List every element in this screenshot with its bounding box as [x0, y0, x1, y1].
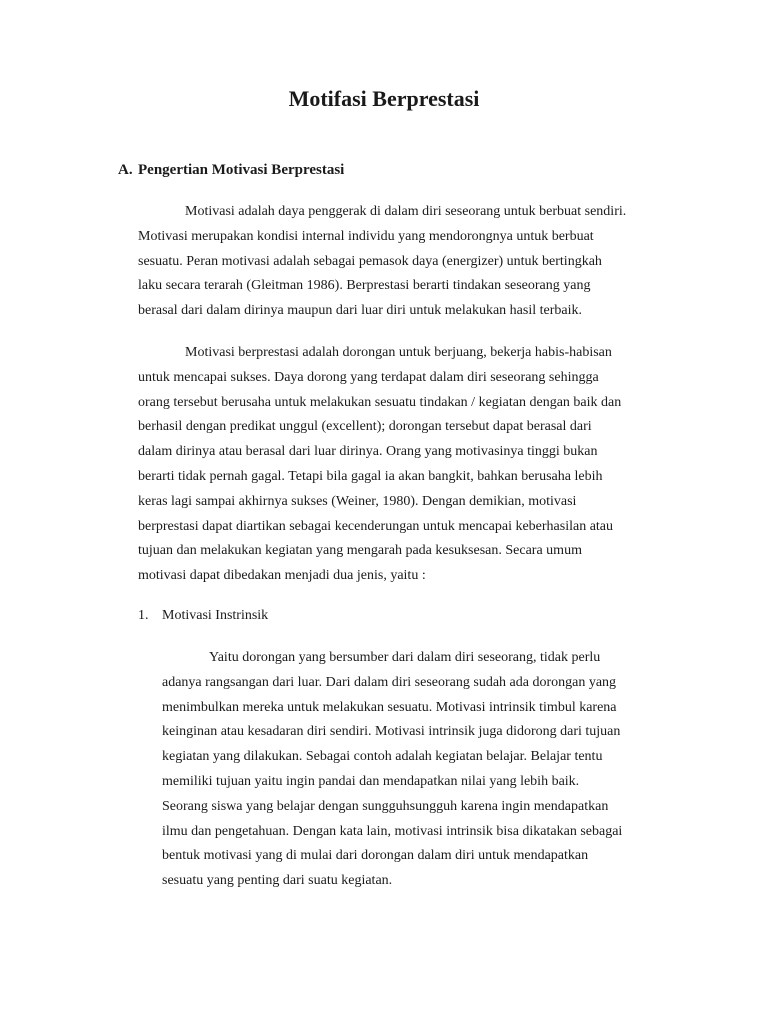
paragraph-line: laku secara terarah (Gleitman 1986). Berprestasi berarti tindakan seseorang yang — [138, 278, 591, 294]
paragraph-line: berprestasi dapat diartikan sebagai kecenderungan untuk mencapai keberhasilan atau — [138, 518, 614, 534]
paragraph-line: tujuan dan melakukan kegiatan yang mengarah pada kesuksesan. Secara umum — [138, 543, 582, 559]
paragraph-line: berasal dari dalam dirinya maupun dari luar diri untuk melakukan hasil terbaik. — [138, 303, 582, 319]
paragraph-intrinsic-motivation — [162, 646, 622, 894]
paragraph-line: keinginan atau kesadaran diri sendiri. Motivasi intrinsik juga didorong dari tujuan — [162, 724, 621, 740]
paragraph-line: dalam dirinya atau berasal dari luar dirinya. Orang yang motivasinya tinggi bukan — [138, 444, 598, 460]
paragraph-line: untuk mencapai sukses. Daya dorong yang terdapat dalam diri seseorang sehingga — [138, 369, 599, 385]
paragraph-line: ilmu dan pengetahuan. Dengan kata lain, motivasi intrinsik bisa dikatakan sebagai — [162, 823, 623, 839]
section-letter: A. — [118, 162, 133, 178]
paragraph-line: motivasi dapat dibedakan menjadi dua jenis, yaitu : — [138, 568, 426, 584]
paragraph-achievement-motivation — [138, 341, 621, 589]
subsection-number: 1. — [138, 608, 149, 623]
paragraph-line: Motivasi adalah daya penggerak di dalam diri seseorang untuk berbuat sendiri. — [185, 204, 627, 219]
paragraph-line: sesuatu. Peran motivasi adalah sebagai pemasok daya (energizer) untuk bertingkah — [138, 253, 602, 269]
paragraph-line: Motivasi merupakan kondisi internal individu yang mendorongnya untuk berbuat — [138, 228, 594, 244]
paragraph-line: Motivasi berprestasi adalah dorongan untuk berjuang, bekerja habis-habisan — [185, 345, 612, 360]
section-heading — [118, 162, 344, 179]
paragraph-line: Seorang siswa yang belajar dengan sungguhsungguh karena ingin mendapatkan — [162, 798, 609, 814]
document-title: Motifasi Berprestasi — [288, 86, 480, 111]
paragraph-line: berhasil dengan predikat unggul (excellent); dorongan tersebut dapat berasal dari — [138, 419, 592, 435]
paragraph-line: Yaitu dorongan yang bersumber dari dalam diri seseorang, tidak perlu — [209, 650, 601, 665]
paragraph-line: menimbulkan mereka untuk melakukan sesuatu. Motivasi intrinsik timbul karena — [162, 699, 617, 715]
subsection-heading-text: Motivasi Instrinsik — [162, 608, 269, 623]
section-heading-text: Pengertian Motivasi Berprestasi — [138, 162, 345, 178]
paragraph-line: memiliki tujuan yaitu ingin pandai dan mendapatkan nilai yang lebih baik. — [162, 773, 580, 789]
paragraph-line: adanya rangsangan dari luar. Dari dalam diri seseorang sudah ada dorongan yang — [162, 674, 617, 690]
paragraph-line: keras lagi sampai akhirnya sukses (Weiner, 1980). Dengan demikian, motivasi — [138, 493, 577, 509]
paragraph-line: orang tersebut berusaha untuk melakukan sesuatu tindakan / kegiatan dengan baik dan — [138, 394, 622, 410]
paragraph-line: kegiatan yang dilakukan. Sebagai contoh adalah kegiatan belajar. Belajar tentu — [162, 749, 603, 765]
paragraph-line: bentuk motivasi yang di mulai dari dorongan dalam diri untuk mendapatkan — [162, 848, 589, 864]
subsection-heading — [138, 608, 268, 624]
paragraph-line: sesuatu yang penting dari suatu kegiatan. — [162, 873, 393, 889]
paragraph-definition — [138, 200, 626, 324]
paragraph-line: berarti tidak pernah gagal. Tetapi bila gagal ia akan bangkit, bahkan berusaha lebih — [138, 468, 603, 484]
